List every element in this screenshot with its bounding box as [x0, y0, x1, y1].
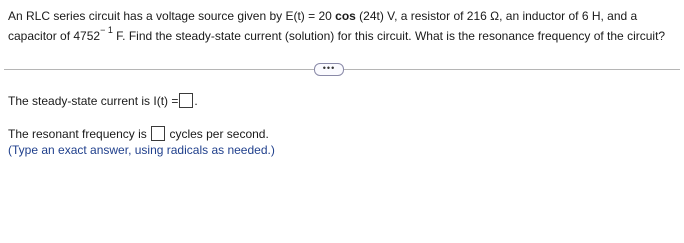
- more-options-button[interactable]: •••: [314, 63, 344, 76]
- question-part-1: An RLC series circuit has a voltage source given by E(t) = 20: [8, 9, 336, 23]
- resonant-frequency-line: [8, 126, 269, 141]
- steady-state-current-line: [8, 93, 198, 108]
- resonant-frequency-suffix: cycles per second.: [169, 127, 269, 141]
- question-part-2: (24t) V, a resistor of 216 Ω, an inductor of 6 H, and a capacitor of 4752: [8, 9, 638, 43]
- exponent: − 1: [100, 25, 113, 35]
- resonant-frequency-input[interactable]: [151, 126, 165, 141]
- steady-state-current-suffix: .: [194, 94, 198, 108]
- question-text: [8, 6, 676, 46]
- cos-function: cos: [335, 9, 356, 23]
- steady-state-current-label: The steady-state current is I(t) =: [8, 94, 179, 108]
- resonant-frequency-label: The resonant frequency is: [8, 127, 147, 141]
- steady-state-current-input[interactable]: [179, 93, 193, 108]
- answer-hint: (Type an exact answer, using radicals as needed.): [8, 143, 275, 157]
- question-part-3: F. Find the steady-state current (solution) for this circuit. What is the resonance frequency of the circuit?: [112, 29, 666, 43]
